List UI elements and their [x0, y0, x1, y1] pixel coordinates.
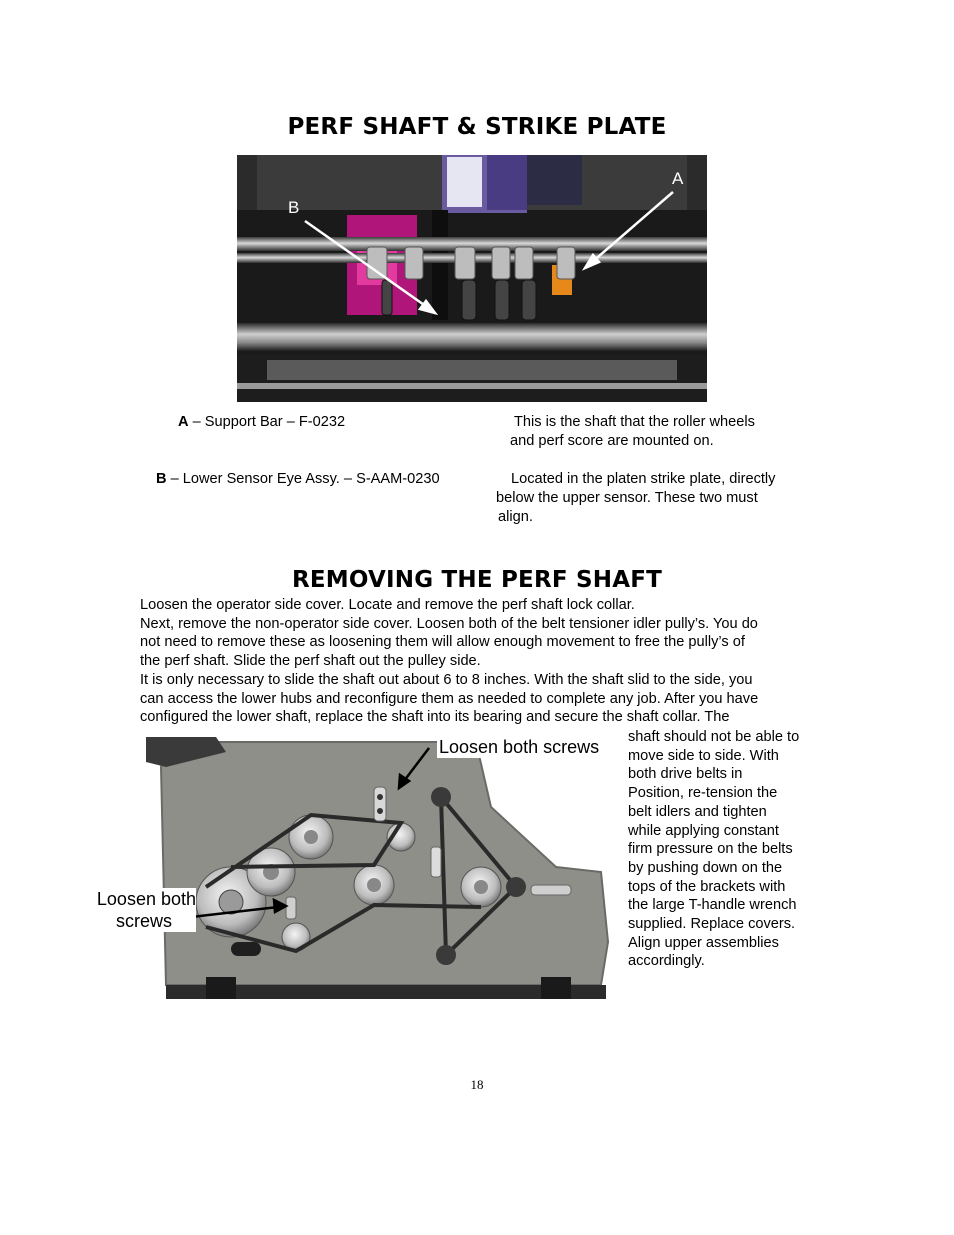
instruction-line: It is only necessary to slide the shaft out about 6 to 8 inches. With the shaft slid to the side, you: [140, 671, 753, 688]
side-line: both drive belts in: [628, 766, 743, 783]
side-line: tops of the brackets with: [628, 878, 786, 895]
item-a-desc-line1: This is the shaft that the roller wheels: [514, 414, 755, 430]
side-line: Align upper assemblies: [628, 934, 779, 951]
side-line: belt idlers and tighten: [628, 803, 767, 820]
side-line: the large T-handle wrench: [628, 897, 797, 914]
page-number: 18: [470, 1077, 484, 1092]
side-line: move side to side. With: [628, 747, 779, 764]
instruction-line: not need to remove these as loosening them will allow enough movement to free the pully’s of: [140, 634, 745, 651]
side-line: by pushing down on the: [628, 859, 783, 876]
side-line: while applying constant: [628, 822, 779, 839]
side-line: shaft should not be able to: [628, 729, 800, 745]
callout-loosen-screws-top: Loosen both screws: [439, 737, 600, 757]
callout-left-line1: Loosen both: [96, 889, 196, 909]
side-line: supplied. Replace covers.: [628, 916, 796, 933]
instruction-line: the perf shaft. Slide the perf shaft out the pulley side.: [140, 653, 481, 670]
photo-label-a: A: [672, 169, 684, 188]
side-line: firm pressure on the belts: [628, 841, 793, 858]
instruction-line: Loosen the operator side cover. Locate and remove the perf shaft lock collar.: [140, 597, 635, 613]
perf-shaft-illustration: [237, 155, 707, 402]
belt-drive-illustration: [146, 737, 620, 999]
item-b-desc-line2: below the upper sensor. These two must: [496, 490, 758, 506]
item-b-desc-line1: Located in the platen strike plate, directly: [511, 471, 776, 487]
belt-drive-photo: [146, 737, 620, 999]
instruction-line: Next, remove the non-operator side cover. Loosen both of the belt tensioner idler pully’s. You do: [140, 615, 758, 632]
side-line: Position, re-tension the: [628, 785, 778, 802]
section-title-perf-shaft: PERF SHAFT & STRIKE PLATE: [287, 114, 667, 140]
perf-shaft-photo: [237, 155, 707, 402]
side-line: accordingly.: [628, 953, 705, 970]
instruction-line: configured the lower shaft, replace the shaft into its bearing and secure the shaft collar. The: [140, 709, 730, 726]
section-title-removing-perf-shaft: REMOVING THE PERF SHAFT: [291, 567, 662, 593]
item-b-desc-line3: align.: [498, 509, 533, 525]
callout-left-line2: screws: [115, 911, 172, 931]
item-a-label: A – Support Bar – F-0232: [178, 414, 346, 430]
item-a-desc-line2: and perf score are mounted on.: [510, 433, 714, 449]
instruction-line: can access the lower hubs and reconfigure them as needed to complete any job. After you have: [140, 690, 759, 707]
side-instructions: [628, 728, 828, 971]
item-b-label: B – Lower Sensor Eye Assy. – S-AAM-0230: [156, 471, 440, 487]
callout-loosen-screws-left: [92, 888, 196, 932]
photo-label-b: B: [288, 198, 300, 217]
removal-instructions: [140, 596, 820, 727]
